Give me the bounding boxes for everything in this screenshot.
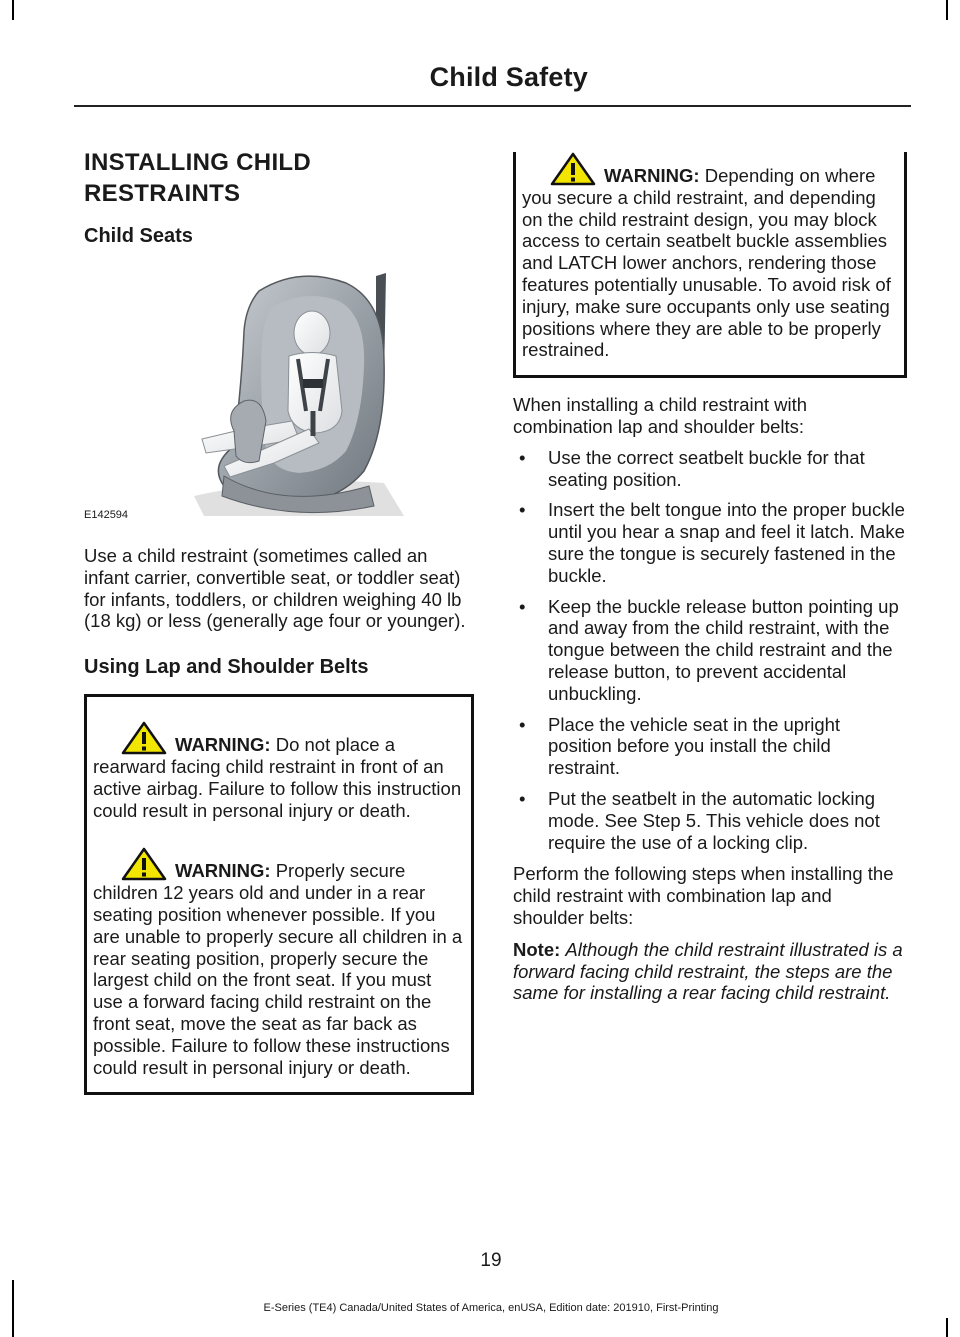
right-column [513,148,907,1004]
steps-paragraph: Perform the following steps when installing the child restraint with combination lap and shoulder belts: [513,863,894,928]
note-label: Note: [513,938,561,960]
warning-text: Properly secure children 12 years old and under in a rear seating position whenever possible. If you are unable to properly secure all children in a rear seating position, properly secure the largest child on the front seat. If you must use a forward facing child restraint on the front seat, move the seat as far back as possible. Failure to follow these instructions could result in personal injury or death. [93,860,463,1078]
crop-mark-top-left [12,0,14,20]
bullet-glyph: • [519,713,526,735]
list-item: • Insert the belt tongue into the proper buckle until you hear a snap and feel it latch. Make sure the tongue is securely fastened in the buckle. [519,499,905,586]
warning-triangle-icon [121,847,167,881]
list-item: • Put the seatbelt in the automatic locking mode. See Step 5. This vehicle does not require the use of a locking clip. [519,787,880,853]
warning-text: Depending on where you secure a child restraint, and depending on the child restraint design, you may block access to certain seatbelt buckle assemblies and LATCH lower anchors, rendering those features potentially unusable. To avoid risk of injury, make sure occupants only use seating positions where they are able to be properly restrained. [522,165,891,361]
bullet-glyph: • [519,446,526,468]
warning-text: Do not place a rearward facing child restraint in front of an active airbag. Failure to follow this instruction could result in personal injury or death. [93,734,462,821]
page-header-title: Child Safety [429,62,588,92]
list-item: • Use the correct seatbelt buckle for that seating position. [519,446,865,490]
note-paragraph [513,939,907,1004]
warning-label: WARNING: [604,165,700,186]
warning-airbag [93,721,465,821]
warning-box-left [84,694,474,1095]
child-seat-image [84,261,474,521]
crop-mark-top-right [946,0,948,20]
figure-code: E142594 [84,509,129,521]
header-rule [74,105,911,107]
left-column [84,145,474,1095]
bullet-glyph: • [519,595,526,617]
bullet-glyph: • [519,787,526,809]
warning-label: WARNING: [175,734,271,756]
list-item: • Keep the buckle release button pointing up and away from the child restraint, with the tongue between the child restraint and the release button, to prevent accidental unbuckling. [519,595,899,704]
bullet-glyph: • [519,499,526,521]
list-item: • Place the vehicle seat in the upright position before you install the child restraint. [519,713,841,779]
warning-box-right [513,152,907,378]
intro-paragraph: Use a child restraint (sometimes called an infant carrier, convertible seat, or toddler seat) for infants, toddlers, or children weighing 40 lb (18 kg) or less (generally age four or younger). [84,545,466,632]
installation-bullets [513,447,907,854]
child-seat-illustration [84,261,474,521]
warning-triangle-icon [550,152,596,186]
edition-line: E-Series (TE4) Canada/United States of America, enUSA, Edition date: 201910, First-Printing [263,1302,719,1314]
note-text: Although the child restraint illustrated is a forward facing child restraint, the steps are the same for installing a rear facing child restraint. [513,938,903,1004]
subsection-child-seats: Child Seats [84,225,193,247]
warning-children-rear-seat [93,847,465,1078]
subsection-lap-shoulder-belts: Using Lap and Shoulder Belts [84,656,369,679]
warning-label: WARNING: [175,860,271,882]
section-title: INSTALLING CHILD RESTRAINTS [84,149,311,207]
warning-triangle-icon [121,721,167,755]
lead-paragraph: When installing a child restraint with combination lap and shoulder belts: [513,394,808,437]
warning-seatbelt-access [522,152,898,361]
crop-mark-bottom-right [946,1318,948,1337]
page-number: 19 [480,1250,502,1271]
